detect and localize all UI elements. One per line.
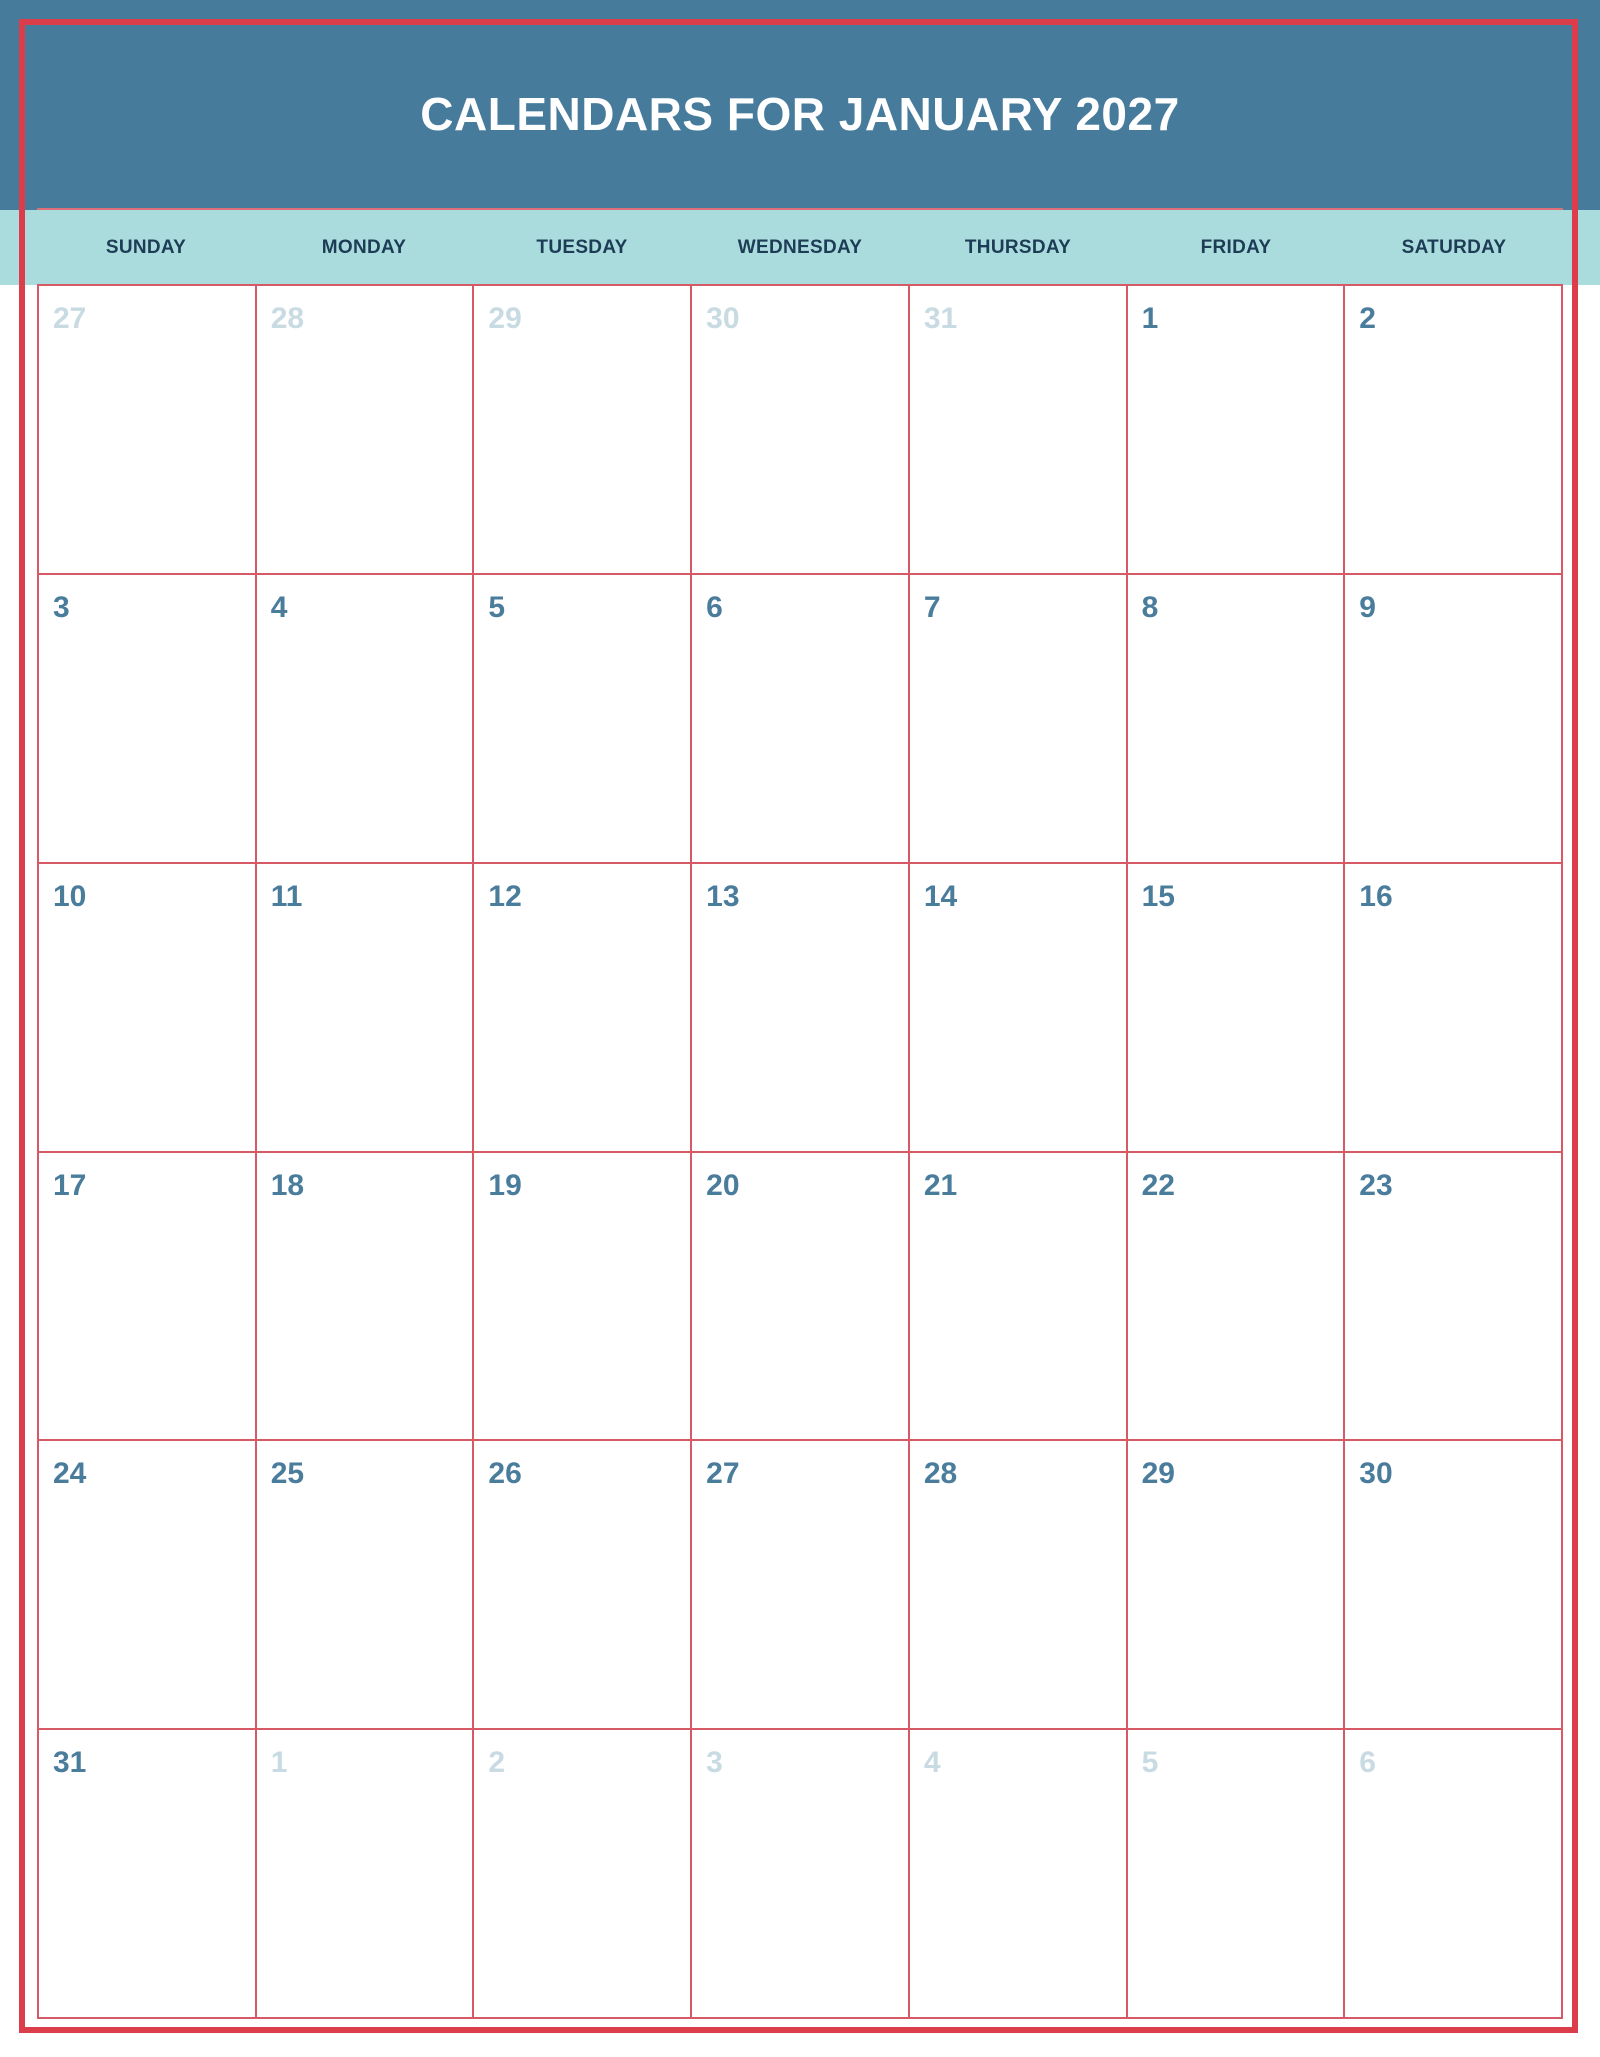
day-number: 1 xyxy=(1141,302,1159,335)
day-cell[interactable] xyxy=(1128,864,1346,1153)
day-number: 20 xyxy=(706,1168,740,1202)
day-cell[interactable] xyxy=(910,575,1128,864)
day-cell-outside-month[interactable] xyxy=(910,1730,1128,2019)
day-number: 25 xyxy=(270,1457,305,1491)
day-cell-outside-month[interactable] xyxy=(1345,1730,1563,2019)
day-cell[interactable] xyxy=(474,575,692,864)
day-cell[interactable] xyxy=(257,1153,475,1442)
day-cell[interactable] xyxy=(692,1441,910,1730)
day-cell-outside-month[interactable] xyxy=(474,1730,692,2019)
day-number: 18 xyxy=(270,1168,305,1202)
day-cell-outside-month[interactable] xyxy=(910,286,1128,575)
day-cell[interactable] xyxy=(692,1153,910,1442)
day-number: 14 xyxy=(923,879,958,913)
day-cell[interactable] xyxy=(39,575,257,864)
day-cell[interactable] xyxy=(39,1153,257,1442)
day-number: 24 xyxy=(53,1457,87,1491)
day-number: 1 xyxy=(270,1746,288,1780)
day-cell[interactable] xyxy=(692,575,910,864)
day-cell-outside-month[interactable] xyxy=(257,1730,475,2019)
day-number: 31 xyxy=(923,302,958,335)
day-number: 11 xyxy=(270,879,303,913)
day-number: 5 xyxy=(488,590,506,624)
day-number: 6 xyxy=(706,590,723,624)
day-cell[interactable] xyxy=(1345,864,1563,1153)
day-number: 27 xyxy=(706,1457,740,1491)
day-cell[interactable] xyxy=(1128,1441,1346,1730)
day-cell-outside-month[interactable] xyxy=(257,286,475,575)
day-cell[interactable] xyxy=(1345,575,1563,864)
day-number: 26 xyxy=(488,1457,522,1491)
day-number: 5 xyxy=(1141,1746,1159,1780)
day-cell[interactable] xyxy=(1345,1441,1563,1730)
day-cell[interactable] xyxy=(1128,575,1346,864)
day-number: 4 xyxy=(923,1746,941,1780)
day-number: 9 xyxy=(1359,590,1376,624)
weekday-saturday: SATURDAY xyxy=(1401,236,1507,258)
day-number: 10 xyxy=(53,879,87,913)
day-cell[interactable] xyxy=(257,575,475,864)
day-number: 13 xyxy=(706,879,740,913)
day-number: 23 xyxy=(1359,1168,1393,1202)
day-cell[interactable] xyxy=(474,1153,692,1442)
day-cell[interactable] xyxy=(910,1153,1128,1442)
day-cell[interactable] xyxy=(1345,286,1563,575)
day-cell[interactable] xyxy=(257,1441,475,1730)
day-number: 22 xyxy=(1141,1168,1175,1202)
weekday-header-row xyxy=(37,210,1563,285)
day-cell[interactable] xyxy=(39,864,257,1153)
day-number: 29 xyxy=(1141,1457,1175,1491)
day-number: 6 xyxy=(1359,1746,1376,1780)
weekday-friday: FRIDAY xyxy=(1200,236,1272,258)
weekday-wednesday: WEDNESDAY xyxy=(737,236,863,258)
weekday-sunday: SUNDAY xyxy=(105,236,187,258)
weekday-monday: MONDAY xyxy=(321,236,407,258)
day-cell[interactable] xyxy=(1345,1153,1563,1442)
day-cell[interactable] xyxy=(474,1441,692,1730)
day-cell-outside-month[interactable] xyxy=(692,1730,910,2019)
weekday-tuesday: TUESDAY xyxy=(536,236,628,258)
day-number: 17 xyxy=(53,1168,87,1202)
day-cell[interactable] xyxy=(910,1441,1128,1730)
day-cell-outside-month[interactable] xyxy=(474,286,692,575)
day-cell[interactable] xyxy=(692,864,910,1153)
day-number: 12 xyxy=(488,879,522,913)
day-number: 7 xyxy=(923,590,941,624)
day-number: 8 xyxy=(1141,590,1159,624)
day-number: 30 xyxy=(1359,1457,1393,1491)
day-number: 16 xyxy=(1359,879,1393,913)
day-number: 3 xyxy=(706,1746,723,1780)
day-number: 28 xyxy=(270,302,305,335)
day-cell[interactable] xyxy=(910,864,1128,1153)
calendar-title: CALENDARS FOR JANUARY 2027 xyxy=(420,88,1180,140)
day-number: 28 xyxy=(923,1457,958,1491)
weekday-thursday: THURSDAY xyxy=(964,236,1072,258)
day-number: 27 xyxy=(53,302,87,335)
day-number: 2 xyxy=(1359,302,1376,335)
day-cell-outside-month[interactable] xyxy=(692,286,910,575)
day-cell-outside-month[interactable] xyxy=(1128,1730,1346,2019)
day-cell[interactable] xyxy=(1128,1153,1346,1442)
day-number: 15 xyxy=(1141,879,1175,913)
day-cell[interactable] xyxy=(1128,286,1346,575)
calendar-grid xyxy=(37,284,1563,2019)
day-cell[interactable] xyxy=(39,1441,257,1730)
day-number: 19 xyxy=(488,1168,522,1202)
day-cell-outside-month[interactable] xyxy=(39,286,257,575)
day-number: 31 xyxy=(53,1746,87,1780)
day-cell[interactable] xyxy=(474,864,692,1153)
day-number: 21 xyxy=(923,1168,958,1202)
day-number: 4 xyxy=(270,590,288,624)
day-cell[interactable] xyxy=(257,864,475,1153)
day-number: 2 xyxy=(488,1746,506,1780)
day-cell[interactable] xyxy=(39,1730,257,2019)
day-number: 29 xyxy=(488,302,522,335)
day-number: 30 xyxy=(706,302,740,335)
day-number: 3 xyxy=(53,590,70,624)
